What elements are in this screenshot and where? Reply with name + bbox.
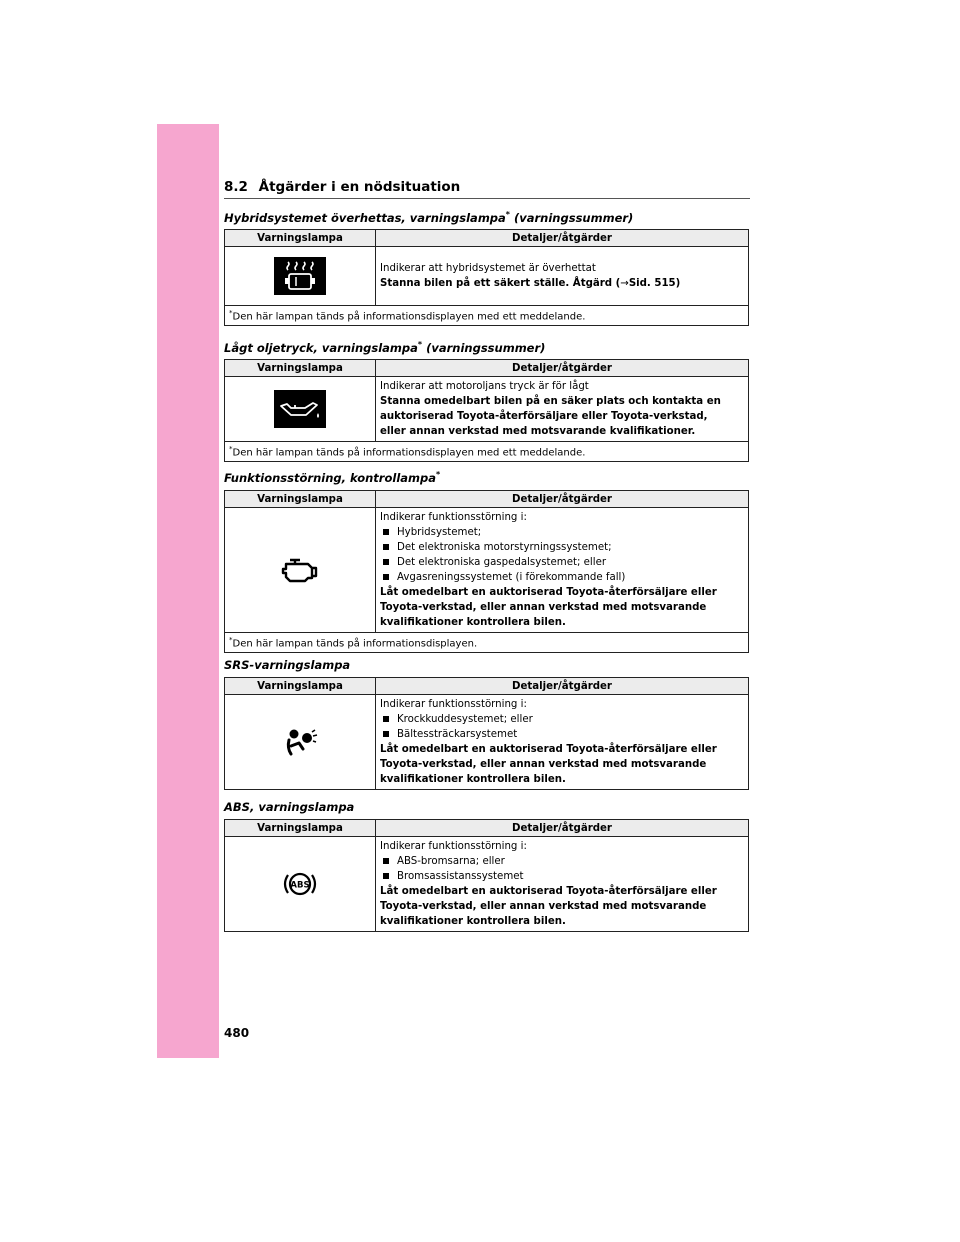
details-cell: Indikerar att hybridsystemet är överhettat Stanna bilen på ett säkert ställe. Åtgärd (→Sid. 515) xyxy=(376,247,749,306)
column-header-details: Detaljer/åtgärder xyxy=(376,360,749,377)
list-item: Krockkuddesystemet; eller xyxy=(380,712,744,727)
table-oil-pressure xyxy=(224,359,749,462)
footnote: *Den här lampan tänds på informationsdisplayen med ett meddelande. xyxy=(225,442,749,462)
lamp-cell xyxy=(225,837,376,932)
srs-airbag-icon xyxy=(225,726,375,758)
hybrid-system-overheat-icon xyxy=(225,257,375,295)
action-text: Stanna bilen på ett säkert ställe. Åtgärd (→Sid. 515) xyxy=(380,278,681,289)
section-title-malfunction: Funktionsstörning, kontrollampa* xyxy=(224,470,441,485)
chapter-side-tab xyxy=(157,124,219,1058)
list-item: Bromsassistanssystemet xyxy=(380,869,744,884)
lamp-cell xyxy=(225,247,376,306)
page-reference-link[interactable]: Sid. 515 xyxy=(628,278,676,289)
abs-icon-label: ABS xyxy=(290,880,310,891)
chapter-header xyxy=(224,179,750,199)
check-engine-icon xyxy=(225,554,375,586)
footnote: *Den här lampan tänds på informationsdisplayen med ett meddelande. xyxy=(225,306,749,326)
section-title-abs: ABS, varningslampa xyxy=(224,800,355,814)
footnote: *Den här lampan tänds på informationsdisplayen. xyxy=(225,633,749,653)
list-item: Det elektroniska gaspedalsystemet; eller xyxy=(380,555,744,570)
page-number: 480 xyxy=(224,1026,250,1040)
oil-pressure-icon xyxy=(225,390,375,428)
column-header-details: Detaljer/åtgärder xyxy=(376,230,749,247)
column-header-details: Detaljer/åtgärder xyxy=(376,678,749,695)
lamp-cell xyxy=(225,508,376,633)
section-title-hybrid-overheat: Hybridsystemet överhettas, varningslampa* (varningssummer) xyxy=(224,210,634,225)
table-abs xyxy=(224,819,749,932)
list-item: Avgasreningssystemet (i förekommande fall) xyxy=(380,570,744,585)
column-header-lamp: Varningslampa xyxy=(225,678,376,695)
column-header-lamp: Varningslampa xyxy=(225,820,376,837)
list-item: ABS-bromsarna; eller xyxy=(380,854,744,869)
column-header-lamp: Varningslampa xyxy=(225,230,376,247)
chapter-title: Åtgärder i en nödsituation xyxy=(258,179,461,195)
column-header-details: Detaljer/åtgärder xyxy=(376,491,749,508)
list-item: Det elektroniska motorstyrningssystemet; xyxy=(380,540,744,555)
details-cell: Indikerar funktionsstörning i: ABS-bromsarna; eller Bromsassistanssystemet Låt omedelbart en auktoriserad Toyota-återförsäljare eller Toyota-verkstad, eller annan verkstad med motsvarande kvalifikationer kontrollera bilen. xyxy=(376,837,749,932)
list-item: Bältessträckarsystemet xyxy=(380,727,744,742)
table-malfunction xyxy=(224,490,749,653)
chapter-number: 8.2 xyxy=(224,179,248,195)
abs-icon xyxy=(225,868,375,900)
details-cell: Indikerar att motoroljans tryck är för lågt Stanna omedelbart bilen på en säker plats och kontakta en auktoriserad Toyota-återförsäljare eller Toyota-verkstad, eller annan verkstad med motsvarande kvalifikationer. xyxy=(376,377,749,442)
table-hybrid-overheat xyxy=(224,229,749,326)
list-item: Hybridsystemet; xyxy=(380,525,744,540)
details-cell: Indikerar funktionsstörning i: Hybridsystemet; Det elektroniska motorstyrningssystemet; Det elektroniska gaspedalsystemet; eller Avgasreningssystemet (i förekommande fall) Låt omedelbart en auktoriserad Toyota-återförsäljare eller Toyota-verkstad, eller annan verkstad med motsvarande kvalifikationer kontrollera bilen. xyxy=(376,508,749,633)
table-srs xyxy=(224,677,749,790)
section-title-oil-pressure: Lågt oljetryck, varningslampa* (varningssummer) xyxy=(224,340,546,355)
lamp-cell xyxy=(225,695,376,790)
lamp-cell xyxy=(225,377,376,442)
column-header-details: Detaljer/åtgärder xyxy=(376,820,749,837)
column-header-lamp: Varningslampa xyxy=(225,491,376,508)
column-header-lamp: Varningslampa xyxy=(225,360,376,377)
details-cell: Indikerar funktionsstörning i: Krockkuddesystemet; eller Bältessträckarsystemet Låt omedelbart en auktoriserad Toyota-återförsäljare eller Toyota-verkstad, eller annan verkstad med motsvarande kvalifikationer kontrollera bilen. xyxy=(376,695,749,790)
section-title-srs: SRS-varningslampa xyxy=(224,658,351,672)
